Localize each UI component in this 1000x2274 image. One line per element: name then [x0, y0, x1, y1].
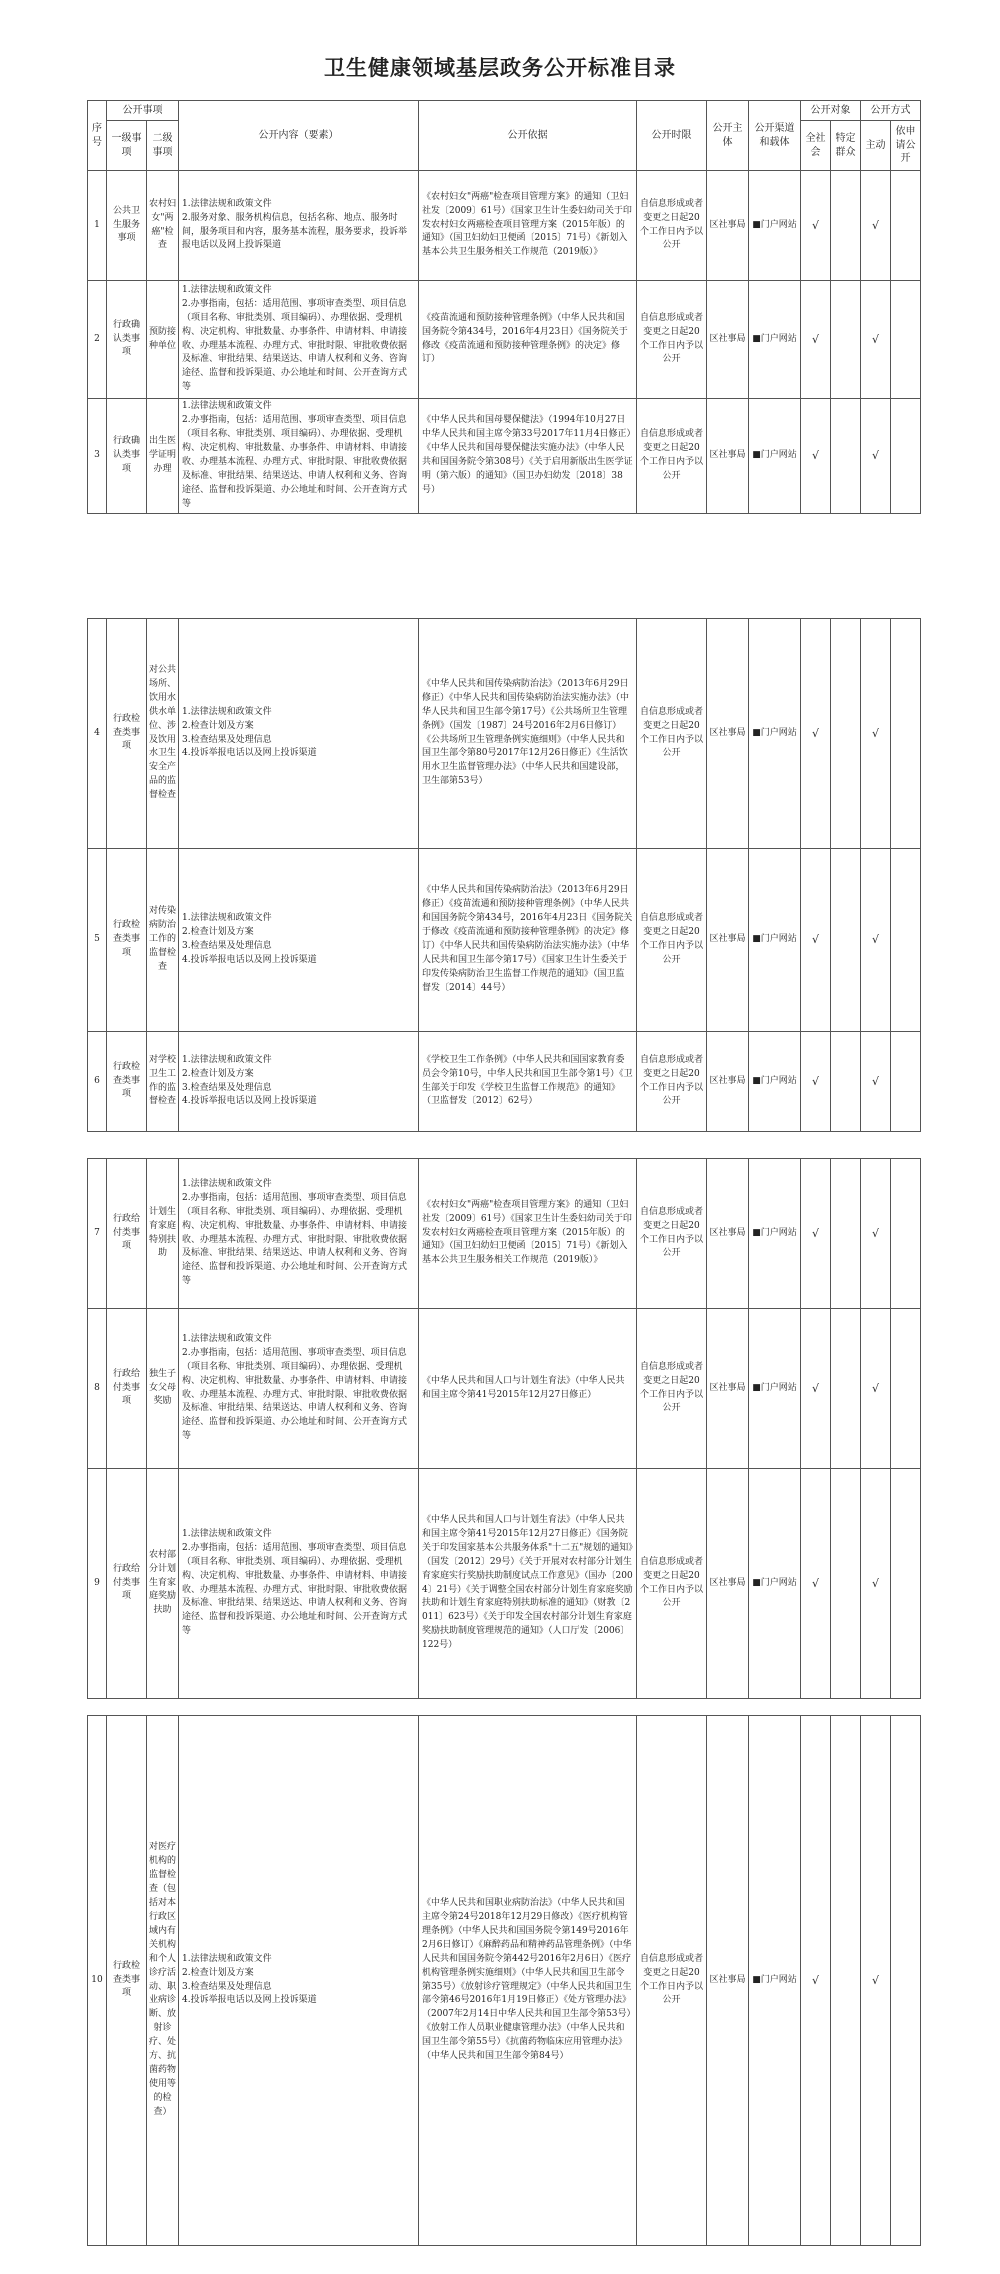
header-channel: 公开渠道和载体: [749, 101, 801, 171]
row-time: 自信息形成或者变更之日起20个工作日内予以公开: [637, 281, 707, 399]
row-level1: 行政检查类事项: [107, 1716, 147, 2246]
row-on-request: [891, 1469, 921, 1699]
header-level1: 一级事项: [107, 121, 147, 171]
row-time: 自信息形成或者变更之日起20个工作日内予以公开: [637, 1032, 707, 1132]
table-row: [88, 1159, 921, 1309]
row-basis: 《农村妇女"两癌"检查项目管理方案》的通知（卫妇社发〔2009〕61号）《国家卫生计生委妇幼司关于印发农村妇女两癌检查项目管理方案（2015年版）的通知》（国卫妇幼妇卫便函〔2015〕71号）《新划入基本公共卫生服务相关工作规范（2019版）》: [419, 171, 637, 281]
catalog-table-block: [87, 618, 921, 1132]
row-on-request: [891, 1032, 921, 1132]
row-level1: 行政检查类事项: [107, 1032, 147, 1132]
row-basis: 《中华人民共和国传染病防治法》（2013年6月29日修正）《中华人民共和国传染病防治法实施办法》（中华人民共和国卫生部令第17号）《公共场所卫生管理条例》（国发〔1987〕24号2016年2月6日修订）《公共场所卫生管理条例实施细则》（中华人民共和国卫生部令第80号2017年12月26日修正）《生活饮用水卫生监督管理办法》（中华人民共和国建设部，卫生部第53号）: [419, 619, 637, 849]
row-seq: 7: [88, 1159, 107, 1309]
header-time: 公开时限: [637, 101, 707, 171]
row-on-request: [891, 1309, 921, 1469]
row-level1: 行政检查类事项: [107, 849, 147, 1032]
row-time: 自信息形成或者变更之日起20个工作日内予以公开: [637, 1469, 707, 1699]
row-level2: 对传染病防治工作的监督检查: [147, 849, 179, 1032]
row-channel: ■门户网站: [749, 171, 801, 281]
page-title: 卫生健康领域基层政务公开标准目录: [324, 55, 676, 80]
row-seq: 1: [88, 171, 107, 281]
row-time: 自信息形成或者变更之日起20个工作日内予以公开: [637, 399, 707, 514]
row-active: √: [861, 1309, 891, 1469]
row-level1: 行政给付类事项: [107, 1159, 147, 1309]
row-all-society: √: [801, 281, 831, 399]
header-all-society: 全社会: [801, 121, 831, 171]
row-level2: 农村妇女"两癌"检查: [147, 171, 179, 281]
row-time: 自信息形成或者变更之日起20个工作日内予以公开: [637, 1716, 707, 2246]
row-level2: 对医疗机构的监督检查（包括对本行政区域内有关机构和个人诊疗活动、职业病诊断、放射诊疗、处方、抗菌药物使用等的检查）: [147, 1716, 179, 2246]
row-channel: ■门户网站: [749, 849, 801, 1032]
row-seq: 4: [88, 619, 107, 849]
row-all-society: √: [801, 1309, 831, 1469]
table-row: [88, 1469, 921, 1699]
row-all-society: √: [801, 1032, 831, 1132]
row-active: √: [861, 399, 891, 514]
row-basis: 《中华人民共和国人口与计划生育法》（中华人民共和国主席令第41号2015年12月27日修正）《国务院关于印发国家基本公共服务体系"十二五"规划的通知》（国发〔2012〕29号）《关于开展对农村部分计划生育家庭实行奖励扶助制度试点工作意见》（国办〔2004〕21号）《关于调整全国农村部分计划生育家庭奖励扶助和计划生育家庭特别扶助标准的通知》（财教〔2011〕623号）《关于印发全国农村部分计划生育家庭奖励扶助制度管理规范的通知》（人口厅发〔2006〕122号）: [419, 1469, 637, 1699]
row-subject: 区社事局: [707, 849, 749, 1032]
row-content: 1.法律法规和政策文件 2.办事指南，包括：适用范围、事项审查类型、项目信息（项目名称、审批类别、项目编码）、办理依据、受理机构、决定机构、审批数量、办事条件、申请材料、申请接收、办理基本流程、办理方式、审批时限、审批收费依据及标准、审批结果、结果送达、申请人权利和义务、咨询途径、监督和投诉渠道、办公地址和时间、公开查询方式等: [179, 1309, 419, 1469]
row-basis: 《中华人民共和国人口与计划生育法》（中华人民共和国主席令第41号2015年12月27日修正）: [419, 1309, 637, 1469]
row-active: √: [861, 281, 891, 399]
row-specific: [831, 1032, 861, 1132]
row-all-society: √: [801, 849, 831, 1032]
row-specific: [831, 619, 861, 849]
catalog-table-block: [87, 1158, 921, 1699]
row-on-request: [891, 1159, 921, 1309]
table-row: [88, 619, 921, 849]
row-on-request: [891, 399, 921, 514]
header-audience-group: 公开对象: [801, 101, 861, 121]
row-level2: 计划生育家庭特别扶助: [147, 1159, 179, 1309]
row-channel: ■门户网站: [749, 399, 801, 514]
row-active: √: [861, 1469, 891, 1699]
table-row: [88, 171, 921, 281]
row-seq: 8: [88, 1309, 107, 1469]
table-row: [88, 281, 921, 399]
row-subject: 区社事局: [707, 1159, 749, 1309]
row-specific: [831, 171, 861, 281]
row-subject: 区社事局: [707, 1032, 749, 1132]
row-specific: [831, 399, 861, 514]
row-channel: ■门户网站: [749, 1716, 801, 2246]
row-on-request: [891, 619, 921, 849]
row-time: 自信息形成或者变更之日起20个工作日内予以公开: [637, 171, 707, 281]
table-row: [88, 849, 921, 1032]
row-level1: 行政给付类事项: [107, 1469, 147, 1699]
row-subject: 区社事局: [707, 1309, 749, 1469]
header-on-request: 依申请公开: [891, 121, 921, 171]
row-on-request: [891, 849, 921, 1032]
row-content: 1.法律法规和政策文件 2.办事指南，包括：适用范围、事项审查类型、项目信息（项目名称、审批类别、项目编码）、办理依据、受理机构、决定机构、审批数量、办事条件、申请材料、申请接收、办理基本流程、办理方式、审批时限、审批收费依据及标准、审批结果、结果送达、申请人权利和义务、咨询途径、监督和投诉渠道、办公地址和时间、公开查询方式等: [179, 281, 419, 399]
row-level1: 公共卫生服务事项: [107, 171, 147, 281]
row-channel: ■门户网站: [749, 1469, 801, 1699]
row-subject: 区社事局: [707, 619, 749, 849]
row-subject: 区社事局: [707, 399, 749, 514]
row-channel: ■门户网站: [749, 1159, 801, 1309]
row-seq: 2: [88, 281, 107, 399]
row-all-society: √: [801, 619, 831, 849]
row-specific: [831, 1716, 861, 2246]
header-specific: 特定群众: [831, 121, 861, 171]
row-on-request: [891, 171, 921, 281]
row-on-request: [891, 1716, 921, 2246]
header-seq: 序号: [88, 101, 107, 171]
row-level2: 出生医学证明办理: [147, 399, 179, 514]
row-time: 自信息形成或者变更之日起20个工作日内予以公开: [637, 1309, 707, 1469]
row-active: √: [861, 171, 891, 281]
table-row: [88, 1032, 921, 1132]
row-basis: 《中华人民共和国职业病防治法》（中华人民共和国主席令第24号2018年12月29日修改）《医疗机构管理条例》（中华人民共和国国务院令第149号2016年2月6日修订）《麻醉药品和精神药品管理条例》（中华人民共和国国务院令第442号2016年2月6日）《医疗机构管理条例实施细则》（中华人民共和国卫生部令第35号）《放射诊疗管理规定》（中华人民共和国卫生部令第46号2016年1月19日修正）《处方管理办法》（2007年2月14日中华人民共和国卫生部令第53号）《放射工作人员职业健康管理办法》（中华人民共和国卫生部令第55号）《抗菌药物临床应用管理办法》（中华人民共和国卫生部令第84号）: [419, 1716, 637, 2246]
row-content: 1.法律法规和政策文件 2.检查计划及方案 3.检查结果及处理信息 4.投诉举报电话以及网上投诉渠道: [179, 1032, 419, 1132]
row-active: √: [861, 619, 891, 849]
row-all-society: √: [801, 1159, 831, 1309]
row-time: 自信息形成或者变更之日起20个工作日内予以公开: [637, 619, 707, 849]
row-specific: [831, 281, 861, 399]
row-active: √: [861, 1159, 891, 1309]
row-specific: [831, 1159, 861, 1309]
row-specific: [831, 849, 861, 1032]
header-basis: 公开依据: [419, 101, 637, 171]
row-subject: 区社事局: [707, 171, 749, 281]
row-seq: 3: [88, 399, 107, 514]
row-all-society: √: [801, 1469, 831, 1699]
row-channel: ■门户网站: [749, 281, 801, 399]
row-time: 自信息形成或者变更之日起20个工作日内予以公开: [637, 1159, 707, 1309]
header-subject: 公开主体: [707, 101, 749, 171]
row-active: √: [861, 1032, 891, 1132]
row-content: 1.法律法规和政策文件 2.服务对象、服务机构信息，包括名称、地点、服务时间，服务项目和内容，服务基本流程，服务要求，投诉举报电话以及网上投诉渠道: [179, 171, 419, 281]
row-channel: ■门户网站: [749, 1032, 801, 1132]
row-specific: [831, 1309, 861, 1469]
catalog-table-header-block: [87, 100, 921, 171]
row-content: 1.法律法规和政策文件 2.办事指南，包括：适用范围、事项审查类型、项目信息（项目名称、审批类别、项目编码）、办理依据、受理机构、决定机构、审批数量、办事条件、申请材料、申请接收、办理基本流程、办理方式、审批时限、审批收费依据及标准、审批结果、结果送达、申请人权利和义务、咨询途径、监督和投诉渠道、办公地址和时间、公开查询方式等: [179, 1469, 419, 1699]
row-level2: 预防接种单位: [147, 281, 179, 399]
row-basis: 《疫苗流通和预防接种管理条例》（中华人民共和国国务院令第434号，2016年4月23日）《国务院关于修改《疫苗流通和预防接种管理条例》的决定》修订）: [419, 281, 637, 399]
row-level2: 对公共场所、饮用水供水单位、涉及饮用水卫生安全产品的监督检查: [147, 619, 179, 849]
header-active: 主动: [861, 121, 891, 171]
row-active: √: [861, 849, 891, 1032]
row-content: 1.法律法规和政策文件 2.办事指南，包括：适用范围、事项审查类型、项目信息（项目名称、审批类别、项目编码）、办理依据、受理机构、决定机构、审批数量、办事条件、申请材料、申请接收、办理基本流程、办理方式、审批时限、审批收费依据及标准、审批结果、结果送达、申请人权利和义务、咨询途径、监督和投诉渠道、办公地址和时间、公开查询方式等: [179, 399, 419, 514]
header-method-group: 公开方式: [861, 101, 921, 121]
row-subject: 区社事局: [707, 1716, 749, 2246]
row-seq: 5: [88, 849, 107, 1032]
row-basis: 《中华人民共和国母婴保健法》（1994年10月27日中华人民共和国主席令第33号2017年11月4日修正）《中华人民共和国母婴保健法实施办法》（中华人民共和国国务院令第308号）《关于启用新版出生医学证明（第六版）的通知》（国卫办妇幼发〔2018〕38号）: [419, 399, 637, 514]
row-channel: ■门户网站: [749, 619, 801, 849]
header-items-group: 公开事项: [107, 101, 179, 121]
row-level1: 行政给付类事项: [107, 1309, 147, 1469]
row-basis: 《农村妇女"两癌"检查项目管理方案》的通知（卫妇社发〔2009〕61号）《国家卫生计生委妇幼司关于印发农村妇女两癌检查项目管理方案（2015年版）的通知》（国卫妇幼妇卫便函〔2015〕71号）《新划入基本公共卫生服务相关工作规范（2019版）》: [419, 1159, 637, 1309]
row-basis: 《中华人民共和国传染病防治法》（2013年6月29日修正）《疫苗流通和预防接种管理条例》（中华人民共和国国务院令第434号，2016年4月23日《国务院关于修改《疫苗流通和预防接种管理条例》的决定》修订）《中华人民共和国传染病防治法实施办法》（中华人民共和国卫生部令第17号）《国家卫生计生委关于印发传染病防治卫生监督工作规范的通知》（国卫监督发〔2014〕44号）: [419, 849, 637, 1032]
row-time: 自信息形成或者变更之日起20个工作日内予以公开: [637, 849, 707, 1032]
row-seq: 6: [88, 1032, 107, 1132]
row-all-society: √: [801, 1716, 831, 2246]
row-content: 1.法律法规和政策文件 2.检查计划及方案 3.检查结果及处理信息 4.投诉举报电话以及网上投诉渠道: [179, 849, 419, 1032]
row-active: √: [861, 1716, 891, 2246]
row-all-society: √: [801, 171, 831, 281]
row-subject: 区社事局: [707, 281, 749, 399]
table-row: [88, 1309, 921, 1469]
catalog-table-block: [87, 170, 921, 514]
row-level2: 对学校卫生工作的监督检查: [147, 1032, 179, 1132]
row-level1: 行政确认类事项: [107, 281, 147, 399]
row-level2: 农村部分计划生育家庭奖励扶助: [147, 1469, 179, 1699]
row-basis: 《学校卫生工作条例》（中华人民共和国国家教育委员会令第10号，中华人民共和国卫生部令第1号）《卫生部关于印发《学校卫生监督工作规范》的通知》（卫监督发〔2012〕62号）: [419, 1032, 637, 1132]
row-all-society: √: [801, 399, 831, 514]
row-specific: [831, 1469, 861, 1699]
catalog-table-block: [87, 1715, 921, 2246]
row-on-request: [891, 281, 921, 399]
row-content: 1.法律法规和政策文件 2.办事指南，包括：适用范围、事项审查类型、项目信息（项目名称、审批类别、项目编码）、办理依据、受理机构、决定机构、审批数量、办事条件、申请材料、申请接收、办理基本流程、办理方式、审批时限、审批收费依据及标准、审批结果、结果送达、申请人权利和义务、咨询途径、监督和投诉渠道、办公地址和时间、公开查询方式等: [179, 1159, 419, 1309]
row-level1: 行政确认类事项: [107, 399, 147, 514]
table-row: [88, 1716, 921, 2246]
row-content: 1.法律法规和政策文件 2.检查计划及方案 3.检查结果及处理信息 4.投诉举报电话以及网上投诉渠道: [179, 619, 419, 849]
header-content: 公开内容（要素）: [179, 101, 419, 171]
row-level2: 独生子女父母奖励: [147, 1309, 179, 1469]
row-seq: 10: [88, 1716, 107, 2246]
row-subject: 区社事局: [707, 1469, 749, 1699]
row-seq: 9: [88, 1469, 107, 1699]
row-content: 1.法律法规和政策文件 2.检查计划及方案 3.检查结果及处理信息 4.投诉举报电话以及网上投诉渠道: [179, 1716, 419, 2246]
table-row: [88, 399, 921, 514]
row-channel: ■门户网站: [749, 1309, 801, 1469]
header-level2: 二级事项: [147, 121, 179, 171]
row-level1: 行政检查类事项: [107, 619, 147, 849]
